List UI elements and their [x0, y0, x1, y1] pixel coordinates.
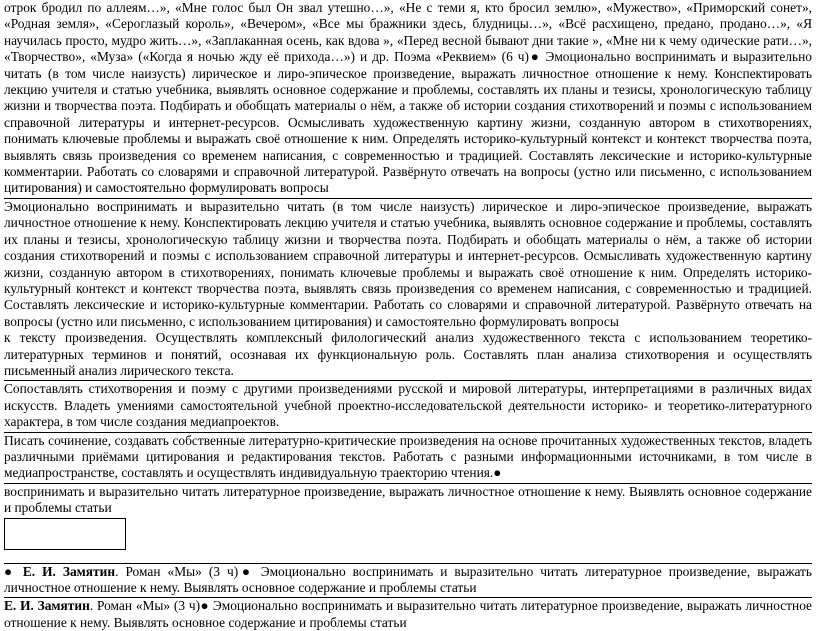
- essay-text: Писать сочинение, создавать собственные литературно-критические произведения на основе прочитанных художественных текстов, владеть различными приёмами цитирования и редактирования текстов. Работать с разными информационными источниками, в том числе в медиапространстве, составлять и осуществлять индивидуальную траекторию чтения.: [4, 432, 812, 481]
- author-name: Е. И. Замятин: [22, 563, 116, 579]
- paragraph-akhmatova-poems: [4, 0, 812, 199]
- paragraph-comparison: Сопоставлять стихотворения и поэму с другими произведениями русской и мировой литературы, интерпретациями в различных видах искусств. Владеть умениями самостоятельной учебной проектно-исследовательской деятельности историко- и теоретико-литературного характера, в том числе создания медиапроектов.: [4, 381, 812, 432]
- paragraph-zamyatin-2: [4, 598, 812, 631]
- bullet-icon: ●: [238, 563, 254, 579]
- divider: [4, 550, 812, 564]
- empty-table-cell: [4, 518, 126, 550]
- paragraph-competences: Эмоционально воспринимать и выразительно читать (в том числе наизусть) лирическое и лиро-эпическое произведение, выражать личностное отношение к нему. Конспектировать лекцию учителя и статью учебника, выявлять основное содержание и проблемы, составлять их планы и тезисы, хронологическую таблицу жизни и творчества поэта. Подбирать и обобщать материалы о нём, а также об истории создания стихотворений и поэмы с использованием справочной литературы и интернет-ресурсов. Осмысливать художественную картину жизни, созданную автором в стихотворениях, понимать ключевые проблемы и выражать своё отношение к ним. Определять историко-культурный контекст и контекст творчества поэта, выявлять связь произведения со временем написания, с современностью и традицией. Составлять лексические и историко-культурные комментарии. Работать со словарями и справочной литературой. Развёрнуто отвечать на вопросы (устно или письменно, с использованием цитирования) и самостоятельно формулировать вопросы: [4, 198, 812, 329]
- work-title: . Роман «Мы» (3 ч): [115, 563, 239, 579]
- paragraph-essay: [4, 433, 812, 484]
- zamyatin-competence-text: Эмоционально воспринимать и выразительно читать литературное произведение, выражать личностное отношение к нему. Выявлять основное содержание и проблемы статьи: [4, 598, 812, 630]
- poem-list-text: отрок бродил по аллеям…», «Мне голос был Он звал утешно…», «Не с теми я, кто бросил землю», «Мужество», «Приморский сонет», «Родная земля», «Сероглазый король», «Вечером», «Все мы бражники здесь, блудницы…», «Всё расхищено, предано, продано…», «Я научилась просто, мудро жить…», «Заплаканная осень, как вдова », «Перед весной бывают дни такие », «Мне ни к чему одические рати…», «Творчество», «Муза» («Когда я ночью жду её прихода…») и др. Поэма «Реквием» (6 ч): [4, 0, 812, 65]
- work-title: . Роман «Мы» (3 ч): [89, 598, 201, 614]
- competence-text: Эмоционально воспринимать и выразительно читать (в том числе наизусть) лирическое и лиро-эпическое произведение, выражать личностное отношение к нему. Конспектировать лекцию учителя и статью учебника, выявлять основное содержание и проблемы, составлять их планы и тезисы, хронологическую таблицу жизни и творчества поэта. Подбирать и обобщать материалы о нём, а также об истории создания стихотворений и поэмы с использованием справочной литературы и интернет-ресурсов. Осмысливать художественную картину жизни, созданную автором в стихотворениях, понимать ключевые проблемы и выражать своё отношение к ним. Определять историко-культурный контекст и контекст творчества поэта, выявлять связь произведения со временем написания, с современностью и традицией. Составлять лексические и историко-культурные комментарии. Работать со словарями и справочной литературой. Развёрнуто отвечать на вопросы (устно или письменно, с использованием цитирования) и самостоятельно формулировать вопросы: [4, 49, 812, 196]
- bullet-icon: ●: [493, 465, 502, 481]
- paragraph-zamyatin-1: [4, 564, 812, 599]
- bullet-icon: ●: [200, 598, 210, 614]
- paragraph-analysis: к тексту произведения. Осуществлять комплексный филологический анализ художественного текста с использованием теоретико-литературных терминов и понятий, осознавая их функциональную роль. Составлять план анализа стихотворения и осуществлять письменный анализ лирического текста.: [4, 330, 812, 381]
- bullet-icon: ●: [529, 49, 541, 65]
- zamyatin-competence-text: Эмоционально воспринимать и выразительно читать литературное произведение, выражать личностное отношение к нему. Выявлять основное содержание и проблемы статьи: [4, 563, 812, 595]
- bullet-icon: ●: [4, 563, 16, 579]
- paragraph-perception: воспринимать и выразительно читать литературное произведение, выражать личностное отношение к нему. Выявлять основное содержание и проблемы статьи: [4, 483, 812, 516]
- author-name: Е. И. Замятин: [4, 598, 90, 614]
